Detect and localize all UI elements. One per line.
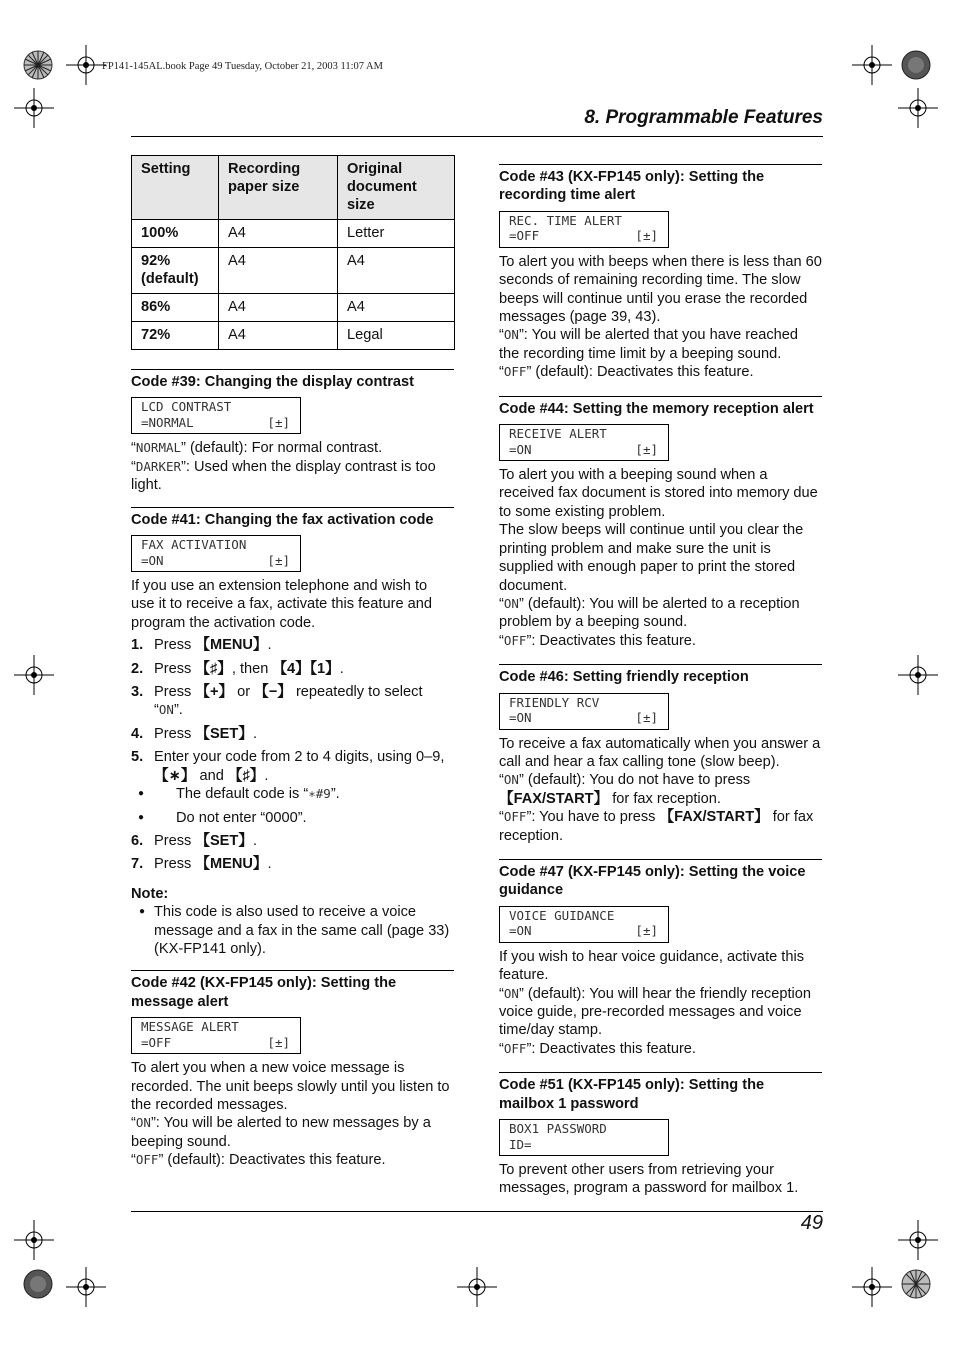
lcd-text: =OFF bbox=[141, 1034, 172, 1050]
quote: “ bbox=[499, 595, 504, 612]
lcd-display bbox=[499, 1119, 669, 1156]
option-text: ”: Deactivates this feature. bbox=[526, 1040, 696, 1057]
option-text: ” (default): You will hear the friendly reception voice guide, pre-recorded messages and voice time/day stamp. bbox=[499, 985, 811, 1039]
option-description bbox=[131, 458, 454, 495]
menu-key: 【MENU】 bbox=[195, 637, 268, 654]
step-text: . bbox=[267, 637, 272, 654]
section-code-44 bbox=[499, 396, 822, 650]
step-text: Press bbox=[154, 725, 196, 742]
option-text: ”: You will be alerted that you have reached the recording time limit by a beeping sound. bbox=[499, 327, 799, 362]
lcd-line bbox=[509, 228, 658, 244]
right-column bbox=[499, 164, 822, 1212]
step bbox=[131, 660, 454, 678]
table-cell: A4 bbox=[219, 220, 338, 248]
fax-start-key: 【FAX/START】 bbox=[499, 790, 609, 807]
lcd-text: =ON bbox=[141, 552, 164, 568]
crosshair-icon bbox=[898, 655, 938, 695]
step-text: . bbox=[252, 832, 257, 849]
print-job-info: FP141-145AL.book Page 49 Tuesday, October 21, 2003 11:07 AM bbox=[102, 61, 383, 72]
option-text: ”: You will be alerted to new messages by a beeping sound. bbox=[131, 1115, 431, 1150]
option-value: ON bbox=[503, 985, 519, 1001]
step-text: . bbox=[264, 767, 269, 784]
step-text: and bbox=[195, 767, 228, 784]
section-title: Code #47 (KX-FP145 only): Setting the voice guidance bbox=[499, 863, 806, 899]
step-list bbox=[131, 636, 454, 873]
lcd-display bbox=[131, 535, 301, 572]
section-code-47 bbox=[499, 859, 822, 1058]
section-intro: If you wish to hear voice guidance, activate this feature. bbox=[499, 948, 805, 984]
crosshair-icon bbox=[852, 45, 892, 85]
section-code-41 bbox=[131, 507, 454, 959]
lcd-display bbox=[499, 906, 669, 943]
registration-mark-icon bbox=[900, 1268, 932, 1300]
step-text: or bbox=[233, 684, 255, 701]
header-rule bbox=[131, 136, 823, 137]
lcd-line bbox=[509, 1121, 658, 1137]
lcd-text: =ON bbox=[509, 923, 532, 939]
registration-mark-icon bbox=[900, 49, 932, 81]
step-text: Press bbox=[154, 660, 196, 677]
default-code: ∗#9 bbox=[308, 786, 331, 802]
section-title: Code #41: Changing the fax activation code bbox=[131, 511, 434, 528]
step-text: Enter your code from 2 to 4 digits, using 0–9, bbox=[154, 749, 445, 766]
table-cell: A4 bbox=[219, 248, 338, 294]
crosshair-icon bbox=[14, 655, 54, 695]
step-text: Press bbox=[154, 832, 196, 849]
section-code-42 bbox=[131, 970, 454, 1169]
table-header: Recording paper size bbox=[219, 156, 338, 220]
fax-start-key: 【FAX/START】 bbox=[659, 809, 769, 826]
step bbox=[131, 855, 454, 873]
quote: “ bbox=[499, 809, 504, 826]
lcd-line bbox=[141, 399, 290, 415]
lcd-line bbox=[141, 537, 290, 553]
section-intro: To prevent other users from retrieving your messages, program a password for mailbox 1. bbox=[499, 1162, 799, 1197]
table-row bbox=[132, 220, 455, 248]
lcd-line bbox=[141, 1035, 290, 1051]
footer-rule bbox=[131, 1211, 823, 1212]
lcd-display bbox=[131, 1017, 301, 1054]
lcd-text: =OFF bbox=[509, 228, 540, 244]
quote: “ bbox=[131, 458, 136, 475]
section-title: Code #46: Setting friendly reception bbox=[499, 669, 749, 686]
option-description bbox=[499, 808, 822, 845]
option-description bbox=[499, 326, 822, 363]
lcd-text: RECEIVE ALERT bbox=[509, 426, 607, 442]
lcd-text: REC. TIME ALERT bbox=[509, 212, 622, 228]
table-cell: A4 bbox=[219, 294, 338, 322]
section-intro: To receive a fax automatically when you answer a call and hear a fax calling tone (slow beep). bbox=[499, 735, 821, 770]
option-value: OFF bbox=[503, 809, 527, 825]
table-cell: 100% bbox=[132, 220, 219, 248]
lcd-text: MESSAGE ALERT bbox=[141, 1019, 239, 1035]
note-item: ● This code is also used to receive a voice message and a fax in the same call (page 33)(KX-FP141 only). bbox=[131, 903, 454, 958]
registration-mark-icon bbox=[22, 1268, 54, 1300]
step bbox=[131, 725, 454, 743]
section-intro: To alert you with beeps when there is less than 60 seconds of remaining recording time. The slow beeps will continue until you erase the recorded messages (page 39, 43). bbox=[499, 253, 822, 326]
table-header-row bbox=[132, 156, 455, 220]
quote: “ bbox=[499, 632, 504, 649]
option-value: ON bbox=[158, 702, 174, 718]
option-text: ”: Deactivates this feature. bbox=[526, 632, 696, 649]
lcd-text: BOX1 PASSWORD bbox=[509, 1121, 607, 1137]
menu-key: 【MENU】 bbox=[195, 856, 268, 873]
option-value: OFF bbox=[503, 364, 527, 380]
option-value: OFF bbox=[135, 1152, 159, 1168]
lcd-plus-minus-indicator: [±] bbox=[635, 441, 658, 457]
table-cell: Letter bbox=[338, 220, 455, 248]
section-code-39 bbox=[131, 369, 454, 495]
hash-key: 【♯】 bbox=[195, 660, 232, 677]
table-header: Original document size bbox=[338, 156, 455, 220]
lcd-line bbox=[141, 415, 290, 431]
lcd-display bbox=[499, 693, 669, 730]
step bbox=[131, 636, 454, 654]
option-description bbox=[499, 363, 822, 381]
bullet-text: ”. bbox=[330, 786, 340, 803]
option-text: ” (default): Deactivates this feature. bbox=[158, 1152, 386, 1169]
lcd-text: =ON bbox=[509, 710, 532, 726]
section-intro: If you use an extension telephone and wish to use it to receive a fax, activate this feature and program the activation code. bbox=[131, 578, 432, 631]
step-number: 1. bbox=[131, 637, 144, 654]
crosshair-icon bbox=[457, 1267, 497, 1307]
section-intro: The slow beeps will continue until you clear the printing problem and make sure the unit is supplied with enough paper to print the stored document. bbox=[499, 522, 804, 594]
step-text: repeatedly to select “ bbox=[154, 684, 423, 719]
lcd-line bbox=[509, 442, 658, 458]
lcd-line bbox=[509, 1137, 658, 1153]
option-description bbox=[131, 1151, 454, 1169]
option-value: ON bbox=[503, 772, 519, 788]
chapter-title: 8. Programmable Features bbox=[584, 107, 823, 128]
lcd-text: VOICE GUIDANCE bbox=[509, 907, 615, 923]
option-text: ” (default): For normal contrast. bbox=[181, 440, 383, 457]
step-number: 7. bbox=[131, 856, 144, 873]
lcd-display bbox=[499, 211, 669, 248]
option-description bbox=[499, 1040, 822, 1058]
lcd-line bbox=[509, 923, 658, 939]
lcd-line bbox=[509, 213, 658, 229]
option-value: OFF bbox=[503, 632, 527, 648]
step bbox=[131, 683, 454, 720]
section-code-46 bbox=[499, 664, 822, 845]
lcd-display bbox=[131, 397, 301, 434]
option-text: ”: You have to press bbox=[526, 809, 660, 826]
option-value: OFF bbox=[503, 1040, 527, 1056]
lcd-text: ID= bbox=[509, 1136, 532, 1152]
note-title: Note: bbox=[131, 885, 169, 902]
option-text: ” (default): Deactivates this feature. bbox=[526, 364, 754, 381]
step-text: . bbox=[267, 856, 272, 873]
minus-key: 【−】 bbox=[254, 684, 292, 701]
lcd-line bbox=[509, 695, 658, 711]
section-title: Code #51 (KX-FP145 only): Setting the mailbox 1 password bbox=[499, 1077, 765, 1112]
table-row bbox=[132, 294, 455, 322]
crosshair-icon bbox=[852, 1267, 892, 1307]
lcd-plus-minus-indicator: [±] bbox=[635, 228, 658, 244]
lcd-text: =NORMAL bbox=[141, 414, 194, 430]
section-code-43 bbox=[499, 164, 822, 382]
set-key: 【SET】 bbox=[195, 832, 253, 849]
step-text: Press bbox=[154, 684, 196, 701]
step-number: 3. bbox=[131, 684, 144, 701]
lcd-text: FRIENDLY RCV bbox=[509, 694, 600, 710]
set-key: 【SET】 bbox=[195, 725, 253, 742]
lcd-line bbox=[141, 553, 290, 569]
lcd-display bbox=[499, 424, 669, 461]
section-code-51 bbox=[499, 1072, 822, 1198]
crosshair-icon bbox=[898, 1220, 938, 1260]
table-cell: 86% bbox=[132, 294, 219, 322]
quote: “ bbox=[131, 1115, 136, 1132]
section-intro: To alert you when a new voice message is recorded. The unit beeps slowly until you listen to the recorded messages. bbox=[131, 1060, 450, 1113]
option-value: DARKER bbox=[135, 458, 182, 474]
registration-mark-icon bbox=[22, 49, 54, 81]
option-text: for fax reception. bbox=[499, 809, 814, 844]
step-number: 4. bbox=[131, 725, 144, 742]
quote: “ bbox=[131, 1152, 136, 1169]
step-number: 2. bbox=[131, 660, 144, 677]
lcd-text: LCD CONTRAST bbox=[141, 399, 232, 415]
option-description bbox=[499, 632, 822, 650]
section-intro: To alert you with a beeping sound when a received fax document is stored into memory due to some existing problem. bbox=[499, 467, 818, 520]
page-number: 49 bbox=[800, 1212, 823, 1234]
quote: “ bbox=[131, 440, 136, 457]
option-description bbox=[131, 1114, 454, 1151]
step-text: ”. bbox=[173, 702, 183, 719]
crosshair-icon bbox=[66, 45, 106, 85]
crosshair-icon bbox=[14, 88, 54, 128]
lcd-plus-minus-indicator: [±] bbox=[267, 1034, 290, 1050]
lcd-plus-minus-indicator: [±] bbox=[635, 923, 658, 939]
lcd-line bbox=[141, 1019, 290, 1035]
crosshair-icon bbox=[66, 1267, 106, 1307]
lcd-line bbox=[509, 710, 658, 726]
crosshair-icon bbox=[14, 1220, 54, 1260]
step-number: 5. bbox=[131, 749, 144, 766]
option-description bbox=[131, 439, 454, 457]
step-text: . bbox=[252, 725, 257, 742]
table-cell: 92% (default) bbox=[132, 248, 219, 294]
lcd-text: =ON bbox=[509, 441, 532, 457]
section-title: Code #42 (KX-FP145 only): Setting the message alert bbox=[131, 975, 397, 1010]
step bbox=[131, 748, 454, 827]
option-value: ON bbox=[135, 1115, 151, 1131]
table-cell: A4 bbox=[219, 322, 338, 350]
lcd-plus-minus-indicator: [±] bbox=[635, 710, 658, 726]
paper-size-table bbox=[131, 155, 455, 350]
hash-key: 【♯】 bbox=[227, 767, 265, 784]
step-number: 6. bbox=[131, 832, 144, 849]
option-description bbox=[499, 985, 822, 1040]
option-text: for fax reception. bbox=[608, 790, 721, 807]
table-row bbox=[132, 248, 455, 294]
section-title: Code #39: Changing the display contrast bbox=[131, 374, 415, 390]
bullet-text: The default code is “ bbox=[176, 786, 309, 803]
plus-key: 【+】 bbox=[195, 684, 234, 701]
number-keys: 【4】【1】 bbox=[272, 660, 340, 677]
quote: “ bbox=[499, 327, 504, 344]
quote: “ bbox=[499, 985, 504, 1002]
star-key: 【∗】 bbox=[154, 767, 196, 784]
table-cell: A4 bbox=[338, 248, 455, 294]
table-cell: Legal bbox=[338, 322, 455, 350]
lcd-plus-minus-indicator: [±] bbox=[267, 414, 290, 430]
bullet-item bbox=[131, 785, 454, 803]
crosshair-icon bbox=[898, 88, 938, 128]
quote: “ bbox=[499, 364, 504, 381]
quote: “ bbox=[499, 772, 504, 789]
option-text: ” (default): You will be alerted to a reception problem by a beeping sound. bbox=[499, 595, 800, 631]
bullet-list bbox=[131, 785, 454, 827]
table-cell: 72% bbox=[132, 322, 219, 350]
table-row bbox=[132, 322, 455, 350]
step-text: Press bbox=[154, 637, 196, 654]
table-cell: A4 bbox=[338, 294, 455, 322]
left-column bbox=[131, 155, 454, 1182]
option-value: ON bbox=[503, 327, 519, 343]
lcd-text: FAX ACTIVATION bbox=[141, 537, 247, 553]
option-text: ”: Used when the display contrast is too light. bbox=[131, 458, 436, 494]
step-text: . bbox=[339, 660, 344, 677]
quote: “ bbox=[499, 1040, 504, 1057]
section-title: Code #44: Setting the memory reception alert bbox=[499, 400, 814, 417]
lcd-line bbox=[509, 908, 658, 924]
lcd-line bbox=[509, 426, 658, 442]
lcd-plus-minus-indicator: [±] bbox=[267, 552, 290, 568]
note-list bbox=[131, 903, 454, 958]
option-value: ON bbox=[503, 595, 519, 611]
bullet-item: ● Do not enter “0000”. bbox=[131, 809, 454, 827]
section-title: Code #43 (KX-FP145 only): Setting the recording time alert bbox=[499, 169, 765, 204]
step-text: Press bbox=[154, 856, 196, 873]
step-text: , then bbox=[231, 660, 273, 677]
table-header: Setting bbox=[132, 156, 219, 220]
option-description bbox=[499, 771, 822, 808]
step bbox=[131, 832, 454, 850]
option-value: NORMAL bbox=[135, 440, 182, 456]
option-text: ” (default): You do not have to press bbox=[518, 772, 751, 789]
option-description bbox=[499, 595, 822, 632]
